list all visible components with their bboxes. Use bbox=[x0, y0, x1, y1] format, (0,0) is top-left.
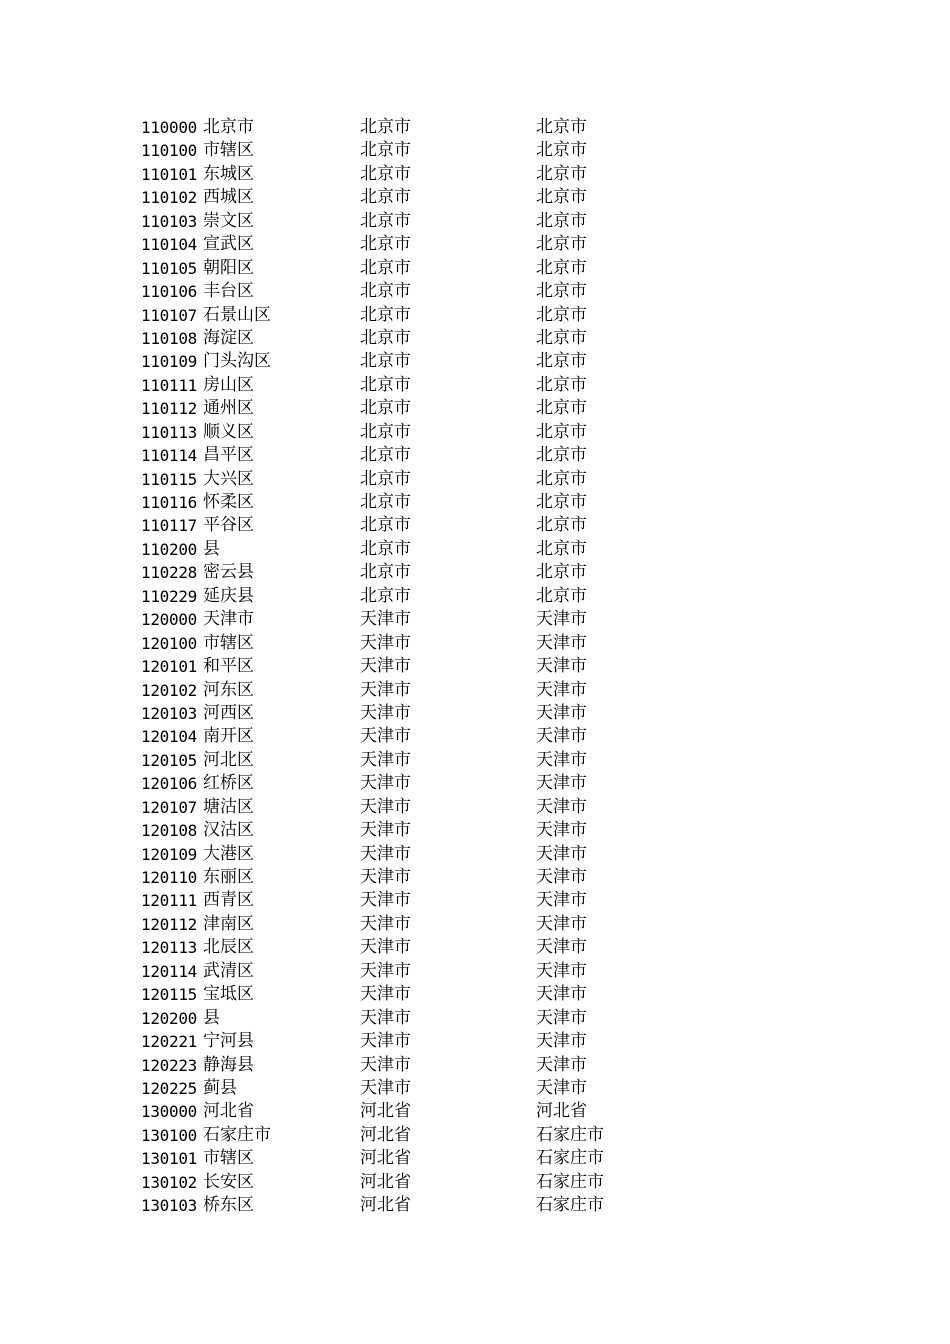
region-name-cell: 津南区 bbox=[203, 913, 254, 934]
region-code-cell: 110100 bbox=[141, 141, 197, 161]
province-cell: 北京市 bbox=[360, 538, 411, 559]
region-code-cell: 120102 bbox=[141, 680, 197, 700]
region-name-cell: 西青区 bbox=[203, 890, 254, 911]
region-name-cell: 县 bbox=[203, 538, 220, 559]
province-cell: 北京市 bbox=[360, 562, 411, 583]
region-name-cell: 延庆县 bbox=[203, 585, 254, 606]
region-name-cell: 东丽区 bbox=[203, 867, 254, 887]
city-cell: 北京市 bbox=[536, 210, 587, 231]
table-row bbox=[141, 796, 681, 819]
province-cell: 北京市 bbox=[360, 515, 411, 536]
table-row bbox=[141, 585, 681, 608]
table-row bbox=[141, 1171, 681, 1194]
region-name-cell: 塘沽区 bbox=[203, 796, 254, 817]
table-row bbox=[141, 538, 681, 561]
table-row bbox=[141, 304, 681, 327]
city-cell: 天津市 bbox=[536, 913, 587, 934]
province-cell: 北京市 bbox=[360, 351, 411, 372]
city-cell: 北京市 bbox=[536, 515, 587, 536]
region-name-cell: 市辖区 bbox=[203, 632, 254, 653]
province-cell: 河北省 bbox=[360, 1101, 411, 1122]
region-code-cell: 120109 bbox=[141, 844, 197, 864]
region-name-cell: 海淀区 bbox=[203, 327, 254, 348]
region-code-cell: 120101 bbox=[141, 657, 197, 677]
region-code-cell: 110000 bbox=[141, 118, 197, 137]
province-cell: 北京市 bbox=[360, 327, 411, 348]
table-row bbox=[141, 936, 681, 959]
region-code-cell: 110117 bbox=[141, 516, 197, 536]
region-code-cell: 110112 bbox=[141, 399, 197, 419]
province-cell: 天津市 bbox=[360, 1007, 411, 1028]
region-code-cell: 110101 bbox=[141, 164, 197, 184]
city-cell: 北京市 bbox=[536, 562, 587, 583]
city-cell: 天津市 bbox=[536, 773, 587, 794]
city-cell: 北京市 bbox=[536, 351, 587, 372]
region-name-cell: 平谷区 bbox=[203, 515, 254, 536]
region-name-cell: 石家庄市 bbox=[203, 1124, 271, 1145]
region-name-cell: 门头沟区 bbox=[203, 351, 271, 372]
province-cell: 北京市 bbox=[360, 140, 411, 161]
province-cell: 北京市 bbox=[360, 210, 411, 231]
table-row bbox=[141, 608, 681, 631]
region-code-cell: 120114 bbox=[141, 961, 197, 981]
region-name-cell: 东城区 bbox=[203, 163, 254, 184]
province-cell: 天津市 bbox=[360, 913, 411, 934]
table-row bbox=[141, 632, 681, 655]
city-cell: 天津市 bbox=[536, 656, 587, 677]
region-code-cell: 120113 bbox=[141, 938, 197, 958]
region-code-cell: 130103 bbox=[141, 1196, 197, 1216]
region-code-cell: 120105 bbox=[141, 750, 197, 770]
table-row bbox=[141, 397, 681, 420]
table-row bbox=[141, 374, 681, 397]
province-cell: 河北省 bbox=[360, 1171, 411, 1192]
city-cell: 天津市 bbox=[536, 867, 587, 887]
table-row bbox=[141, 468, 681, 491]
table-row bbox=[141, 561, 681, 584]
city-cell: 石家庄市 bbox=[536, 1171, 604, 1192]
province-cell: 天津市 bbox=[360, 820, 411, 841]
city-cell: 天津市 bbox=[536, 960, 587, 981]
table-row bbox=[141, 1007, 681, 1030]
city-cell: 天津市 bbox=[536, 843, 587, 864]
city-cell: 天津市 bbox=[536, 749, 587, 770]
region-code-cell: 110228 bbox=[141, 563, 197, 583]
table-row bbox=[141, 749, 681, 772]
table-row bbox=[141, 233, 681, 256]
table-row bbox=[141, 514, 681, 537]
region-code-cell: 120111 bbox=[141, 891, 197, 911]
province-cell: 天津市 bbox=[360, 656, 411, 677]
city-cell: 北京市 bbox=[536, 163, 587, 184]
province-cell: 北京市 bbox=[360, 445, 411, 466]
region-name-cell: 丰台区 bbox=[203, 281, 254, 302]
table-row bbox=[141, 702, 681, 725]
region-name-cell: 红桥区 bbox=[203, 773, 254, 794]
region-name-cell: 河东区 bbox=[203, 679, 254, 700]
province-cell: 天津市 bbox=[360, 843, 411, 864]
table-row bbox=[141, 889, 681, 912]
region-code-cell: 120112 bbox=[141, 914, 197, 934]
region-name-cell: 房山区 bbox=[203, 374, 254, 395]
table-row bbox=[141, 163, 681, 186]
region-name-cell: 朝阳区 bbox=[203, 257, 254, 278]
region-name-cell: 天津市 bbox=[203, 609, 254, 630]
province-cell: 北京市 bbox=[360, 304, 411, 325]
region-name-cell: 大港区 bbox=[203, 843, 254, 864]
region-name-cell: 崇文区 bbox=[203, 210, 254, 231]
province-cell: 天津市 bbox=[360, 679, 411, 700]
region-code-cell: 120225 bbox=[141, 1078, 197, 1098]
province-cell: 北京市 bbox=[360, 234, 411, 255]
city-cell: 天津市 bbox=[536, 679, 587, 700]
table-row bbox=[141, 679, 681, 702]
table-row bbox=[141, 843, 681, 866]
city-cell: 北京市 bbox=[536, 374, 587, 395]
city-cell: 石家庄市 bbox=[536, 1195, 604, 1216]
city-cell: 北京市 bbox=[536, 140, 587, 161]
region-name-cell: 南开区 bbox=[203, 726, 254, 747]
region-name-cell: 怀柔区 bbox=[203, 492, 254, 512]
region-name-cell: 宁河县 bbox=[203, 1031, 254, 1052]
region-code-cell: 120104 bbox=[141, 727, 197, 747]
table-row bbox=[141, 772, 681, 795]
province-cell: 北京市 bbox=[360, 257, 411, 278]
table-row bbox=[141, 983, 681, 1006]
province-cell: 北京市 bbox=[360, 585, 411, 606]
table-row bbox=[141, 1194, 681, 1217]
province-cell: 北京市 bbox=[360, 117, 411, 137]
region-code-cell: 110115 bbox=[141, 469, 197, 489]
province-cell: 天津市 bbox=[360, 702, 411, 723]
region-code-cell: 110114 bbox=[141, 446, 197, 466]
province-cell: 河北省 bbox=[360, 1124, 411, 1145]
city-cell: 北京市 bbox=[536, 421, 587, 442]
region-code-cell: 110229 bbox=[141, 586, 197, 606]
region-name-cell: 宝坻区 bbox=[203, 984, 254, 1005]
region-name-cell: 河北区 bbox=[203, 749, 254, 770]
region-name-cell: 昌平区 bbox=[203, 445, 254, 466]
province-cell: 天津市 bbox=[360, 1077, 411, 1098]
city-cell: 天津市 bbox=[536, 820, 587, 841]
region-name-cell: 长安区 bbox=[203, 1171, 254, 1192]
province-cell: 北京市 bbox=[360, 281, 411, 302]
region-code-cell: 120106 bbox=[141, 774, 197, 794]
province-cell: 北京市 bbox=[360, 163, 411, 184]
region-name-cell: 密云县 bbox=[203, 562, 254, 583]
province-cell: 天津市 bbox=[360, 773, 411, 794]
province-cell: 天津市 bbox=[360, 1054, 411, 1075]
city-cell: 河北省 bbox=[536, 1101, 587, 1122]
region-name-cell: 宣武区 bbox=[203, 234, 254, 255]
table-row bbox=[141, 421, 681, 444]
city-cell: 天津市 bbox=[536, 702, 587, 723]
table-row bbox=[141, 1077, 681, 1100]
table-row bbox=[141, 1100, 681, 1123]
city-cell: 天津市 bbox=[536, 1054, 587, 1075]
city-cell: 天津市 bbox=[536, 1007, 587, 1028]
city-cell: 天津市 bbox=[536, 632, 587, 653]
province-cell: 河北省 bbox=[360, 1195, 411, 1216]
region-code-cell: 120115 bbox=[141, 985, 197, 1005]
region-name-cell: 市辖区 bbox=[203, 140, 254, 161]
province-cell: 天津市 bbox=[360, 984, 411, 1005]
region-code-cell: 120200 bbox=[141, 1008, 197, 1028]
region-code-table bbox=[141, 116, 681, 1218]
region-name-cell: 河西区 bbox=[203, 702, 254, 723]
region-code-cell: 110111 bbox=[141, 375, 197, 395]
province-cell: 天津市 bbox=[360, 632, 411, 653]
city-cell: 天津市 bbox=[536, 609, 587, 630]
region-name-cell: 北京市 bbox=[203, 117, 254, 137]
region-code-cell: 110116 bbox=[141, 493, 197, 512]
province-cell: 北京市 bbox=[360, 468, 411, 489]
province-cell: 河北省 bbox=[360, 1148, 411, 1169]
region-name-cell: 大兴区 bbox=[203, 468, 254, 489]
city-cell: 北京市 bbox=[536, 117, 587, 137]
province-cell: 天津市 bbox=[360, 726, 411, 747]
city-cell: 石家庄市 bbox=[536, 1148, 604, 1169]
province-cell: 天津市 bbox=[360, 867, 411, 887]
region-name-cell: 桥东区 bbox=[203, 1195, 254, 1216]
region-code-cell: 120110 bbox=[141, 868, 197, 887]
city-cell: 天津市 bbox=[536, 1031, 587, 1052]
region-code-cell: 110102 bbox=[141, 188, 197, 208]
province-cell: 天津市 bbox=[360, 937, 411, 958]
region-name-cell: 石景山区 bbox=[203, 304, 271, 325]
province-cell: 北京市 bbox=[360, 492, 411, 512]
city-cell: 北京市 bbox=[536, 187, 587, 208]
province-cell: 天津市 bbox=[360, 796, 411, 817]
region-code-cell: 120100 bbox=[141, 633, 197, 653]
region-code-cell: 130000 bbox=[141, 1102, 197, 1122]
city-cell: 北京市 bbox=[536, 445, 587, 466]
city-cell: 北京市 bbox=[536, 585, 587, 606]
table-row bbox=[141, 1147, 681, 1170]
region-name-cell: 县 bbox=[203, 1007, 220, 1028]
table-row bbox=[141, 116, 681, 139]
province-cell: 天津市 bbox=[360, 609, 411, 630]
city-cell: 北京市 bbox=[536, 538, 587, 559]
table-row bbox=[141, 960, 681, 983]
table-row bbox=[141, 444, 681, 467]
region-name-cell: 汉沽区 bbox=[203, 820, 254, 841]
table-row bbox=[141, 186, 681, 209]
region-name-cell: 河北省 bbox=[203, 1101, 254, 1122]
region-code-cell: 130101 bbox=[141, 1149, 197, 1169]
city-cell: 天津市 bbox=[536, 937, 587, 958]
province-cell: 北京市 bbox=[360, 374, 411, 395]
table-row bbox=[141, 1054, 681, 1077]
table-row bbox=[141, 866, 681, 889]
province-cell: 天津市 bbox=[360, 960, 411, 981]
region-code-cell: 130100 bbox=[141, 1125, 197, 1145]
table-row bbox=[141, 1030, 681, 1053]
region-code-cell: 120107 bbox=[141, 797, 197, 817]
region-name-cell: 武清区 bbox=[203, 960, 254, 981]
region-code-cell: 130102 bbox=[141, 1172, 197, 1192]
region-code-cell: 110109 bbox=[141, 352, 197, 372]
city-cell: 北京市 bbox=[536, 398, 587, 419]
region-code-cell: 110200 bbox=[141, 539, 197, 559]
region-code-cell: 110107 bbox=[141, 305, 197, 325]
table-row bbox=[141, 1124, 681, 1147]
city-cell: 天津市 bbox=[536, 984, 587, 1005]
region-code-cell: 120000 bbox=[141, 610, 197, 630]
region-name-cell: 北辰区 bbox=[203, 937, 254, 958]
region-code-cell: 110103 bbox=[141, 211, 197, 231]
table-row bbox=[141, 257, 681, 280]
city-cell: 北京市 bbox=[536, 327, 587, 348]
region-code-cell: 110113 bbox=[141, 422, 197, 442]
table-row bbox=[141, 210, 681, 233]
province-cell: 天津市 bbox=[360, 890, 411, 911]
region-code-cell: 110106 bbox=[141, 282, 197, 302]
region-code-cell: 110104 bbox=[141, 235, 197, 255]
table-row bbox=[141, 327, 681, 350]
region-name-cell: 顺义区 bbox=[203, 421, 254, 442]
table-row bbox=[141, 819, 681, 842]
city-cell: 北京市 bbox=[536, 234, 587, 255]
region-code-cell: 120221 bbox=[141, 1032, 197, 1052]
city-cell: 北京市 bbox=[536, 468, 587, 489]
city-cell: 石家庄市 bbox=[536, 1124, 604, 1145]
province-cell: 北京市 bbox=[360, 398, 411, 419]
city-cell: 北京市 bbox=[536, 257, 587, 278]
region-code-cell: 120108 bbox=[141, 821, 197, 841]
table-row bbox=[141, 350, 681, 373]
province-cell: 北京市 bbox=[360, 187, 411, 208]
table-row bbox=[141, 725, 681, 748]
region-code-cell: 120103 bbox=[141, 703, 197, 723]
table-row bbox=[141, 491, 681, 514]
region-name-cell: 西城区 bbox=[203, 187, 254, 208]
region-code-cell: 110108 bbox=[141, 328, 197, 348]
region-name-cell: 静海县 bbox=[203, 1054, 254, 1075]
city-cell: 天津市 bbox=[536, 890, 587, 911]
region-code-cell: 110105 bbox=[141, 258, 197, 278]
province-cell: 天津市 bbox=[360, 1031, 411, 1052]
region-code-cell: 120223 bbox=[141, 1055, 197, 1075]
province-cell: 天津市 bbox=[360, 749, 411, 770]
region-name-cell: 通州区 bbox=[203, 398, 254, 419]
table-row bbox=[141, 913, 681, 936]
city-cell: 北京市 bbox=[536, 492, 587, 512]
province-cell: 北京市 bbox=[360, 421, 411, 442]
table-row bbox=[141, 280, 681, 303]
table-row bbox=[141, 655, 681, 678]
city-cell: 北京市 bbox=[536, 281, 587, 302]
city-cell: 天津市 bbox=[536, 796, 587, 817]
city-cell: 天津市 bbox=[536, 1077, 587, 1098]
region-name-cell: 和平区 bbox=[203, 656, 254, 677]
region-name-cell: 蓟县 bbox=[203, 1077, 237, 1098]
table-row bbox=[141, 139, 681, 162]
city-cell: 天津市 bbox=[536, 726, 587, 747]
city-cell: 北京市 bbox=[536, 304, 587, 325]
region-name-cell: 市辖区 bbox=[203, 1148, 254, 1169]
